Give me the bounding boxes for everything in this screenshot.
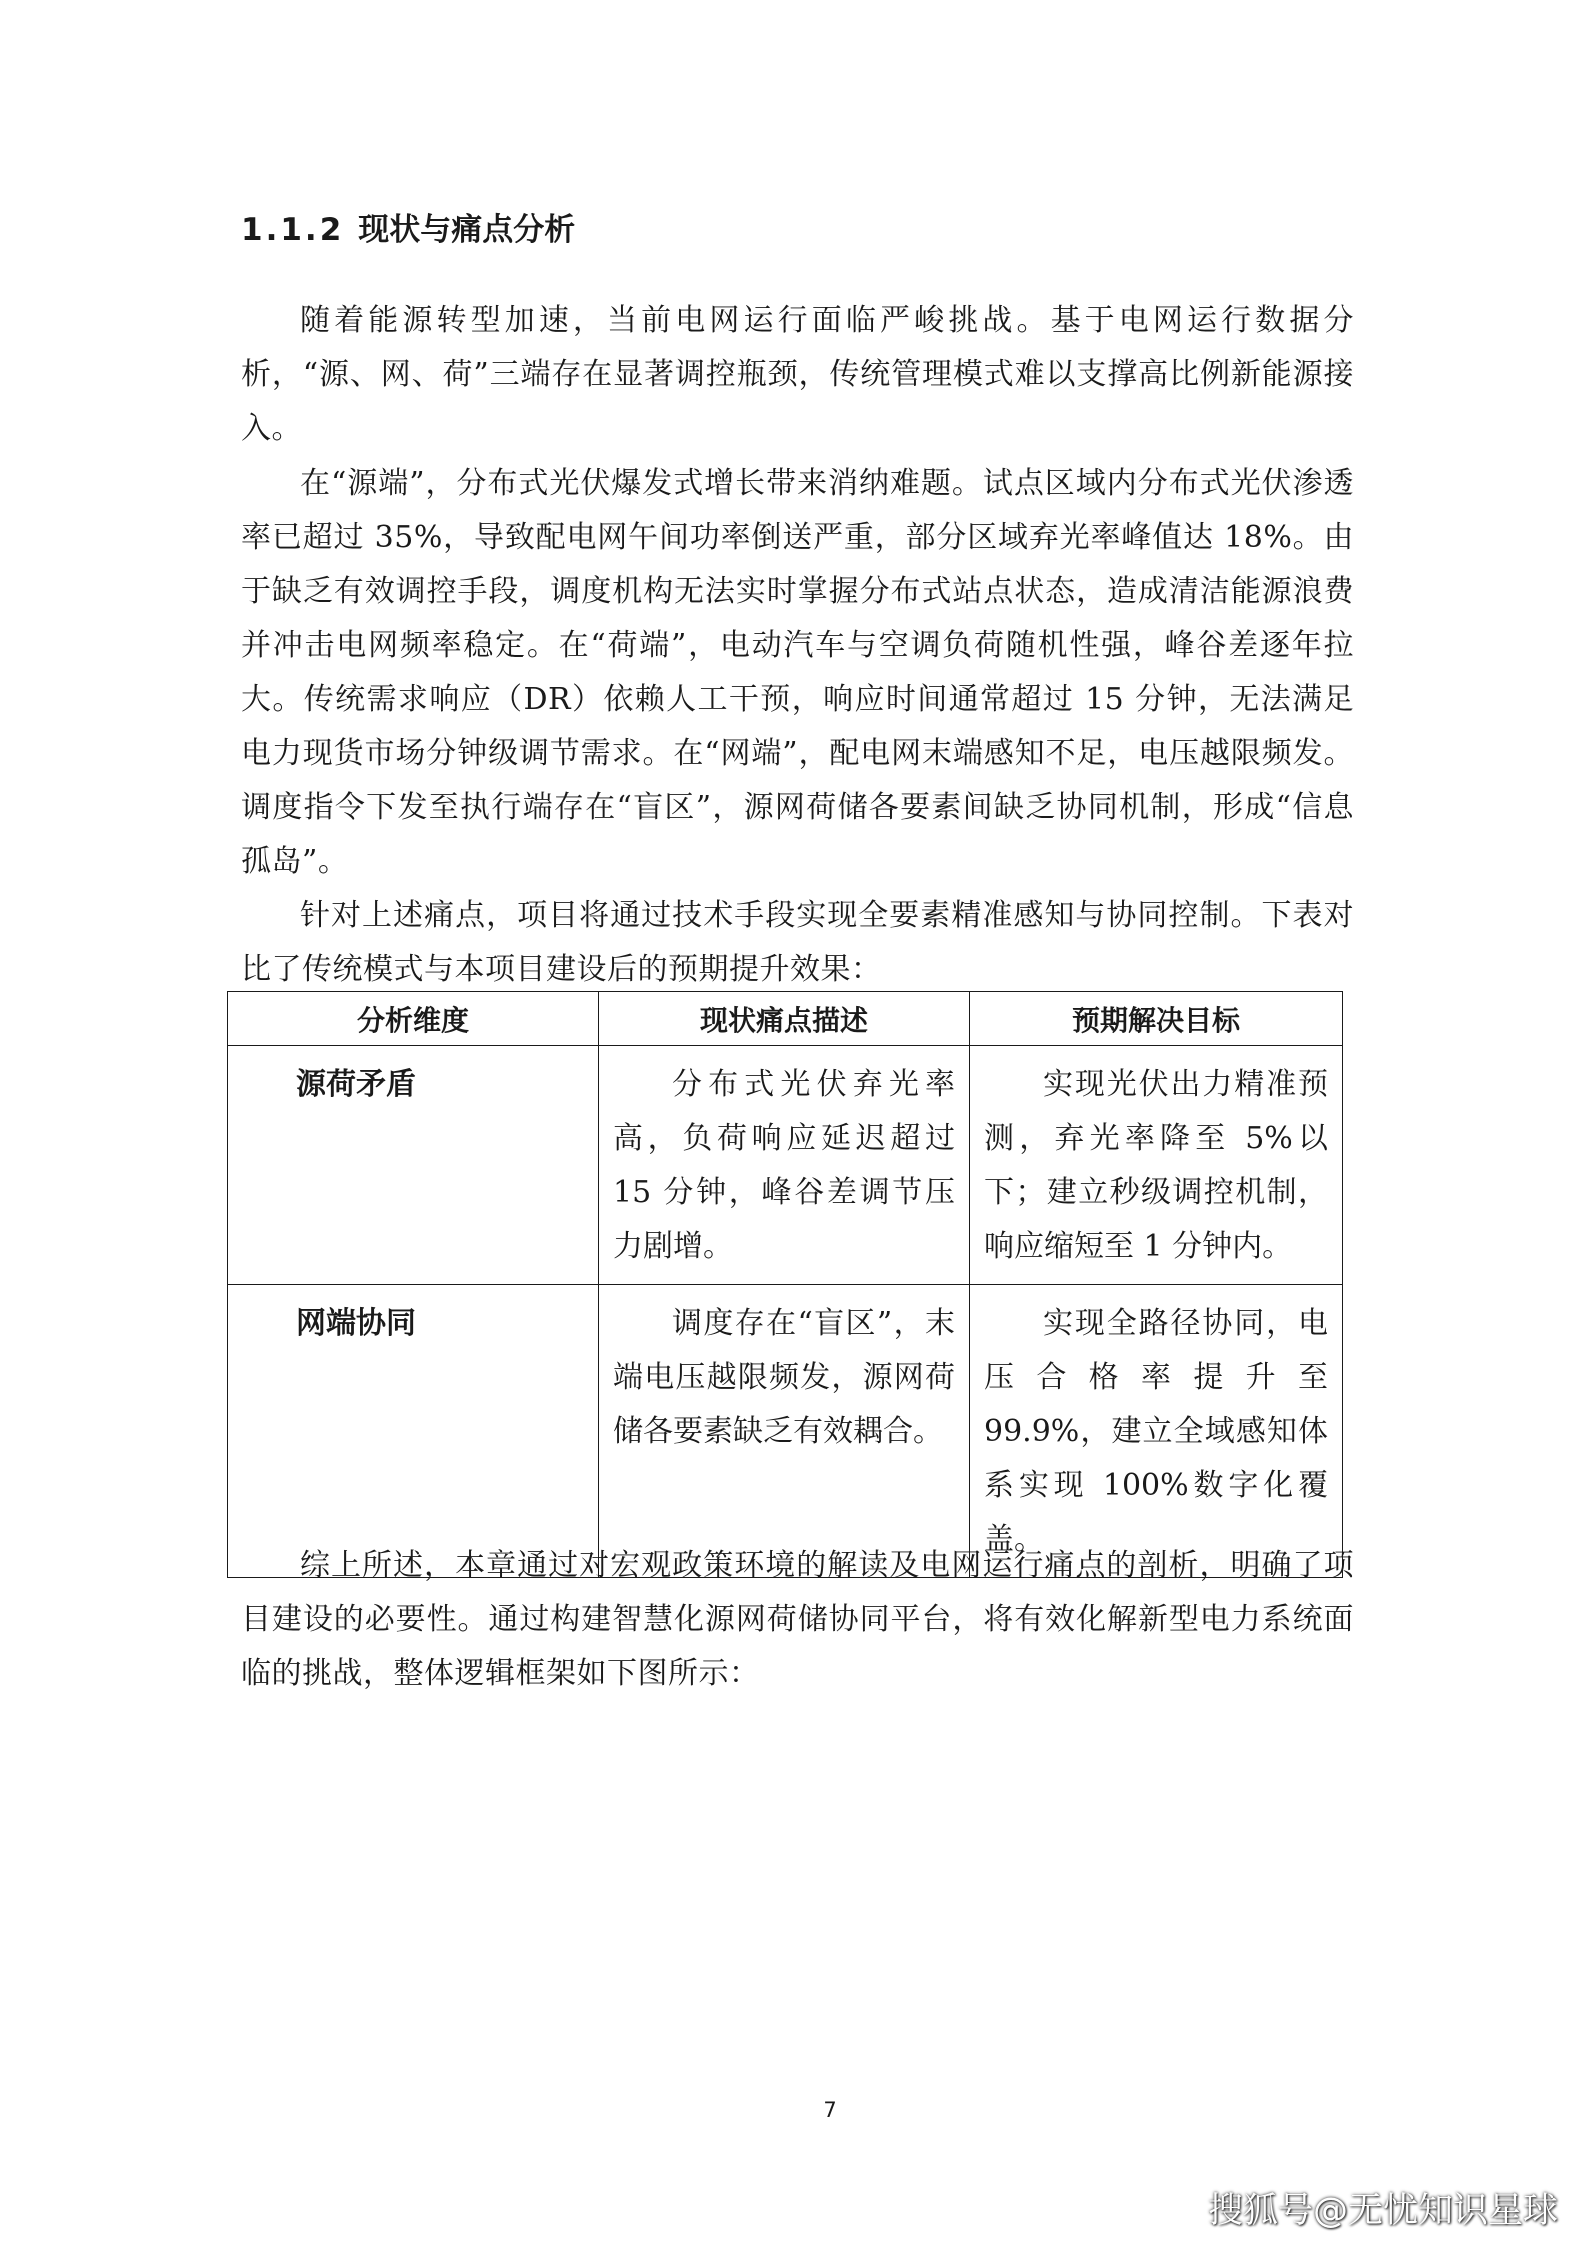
table-header-row	[228, 992, 1343, 1046]
watermark: 搜狐号@无忧知识星球	[1207, 2191, 1558, 2231]
cell-goal: 实现光伏出力精准预测，弃光率降至 5%以下；建立秒级调控机制，响应缩短至 1 分钟内。	[970, 1046, 1343, 1285]
cell-goal: 实现全路径协同，电压合格率提升至 99.9%，建立全域感知体系实现 100%数字化覆盖。	[970, 1285, 1343, 1578]
header-expected-goal: 预期解决目标	[970, 992, 1343, 1046]
paragraph-table-intro: 针对上述痛点，项目将通过技术手段实现全要素精准感知与协同控制。下表对比了传统模式与本项目建设后的预期提升效果：	[241, 898, 1354, 987]
section-number: 1.1.2	[241, 212, 345, 248]
cell-dimension: 源荷矛盾	[228, 1046, 599, 1285]
cell-pain: 调度存在“盲区”，末端电压越限频发，源网荷储各要素缺乏有效耦合。	[599, 1285, 970, 1578]
table-row	[228, 1285, 1343, 1578]
page-number: 7	[823, 2098, 837, 2122]
cell-pain: 分布式光伏弃光率高，负荷响应延迟超过 15 分钟，峰谷差调节压力剧增。	[599, 1046, 970, 1285]
table-row	[228, 1046, 1343, 1285]
cell-dimension: 网端协同	[228, 1285, 599, 1578]
header-pain-description: 现状痛点描述	[599, 992, 970, 1046]
paragraph-source-load-grid: 在“源端”，分布式光伏爆发式增长带来消纳难题。试点区域内分布式光伏渗透率已超过 35%，导致配电网午间功率倒送严重，部分区域弃光率峰值达 18%。由于缺乏有效调控手段，调度机构无法实时掌握分布式站点状态，造成清洁能源浪费并冲击电网频率稳定。在“荷端”，电动汽车与空调负荷随机性强，峰谷差逐年拉大。传统需求响应（DR）依赖人工干预，响应时间通常超过 15 分钟，无法满足电力现货市场分钟级调节需求。在“网端”，配电网末端感知不足，电压越限频发。调度指令下发至执行端存在“盲区”，源网荷储各要素间缺乏协同机制，形成“信息孤岛”。	[241, 466, 1354, 879]
paragraph-summary: 综上所述，本章通过对宏观政策环境的解读及电网运行痛点的剖析，明确了项目建设的必要性。通过构建智慧化源网荷储协同平台，将有效化解新型电力系统面临的挑战，整体逻辑框架如下图所示：	[241, 1548, 1354, 1691]
section-heading	[241, 208, 575, 252]
header-dimension: 分析维度	[228, 992, 599, 1046]
section-title: 现状与痛点分析	[358, 212, 576, 248]
comparison-table	[227, 991, 1343, 1578]
paragraph-intro: 随着能源转型加速，当前电网运行面临严峻挑战。基于电网运行数据分析，“源、网、荷”三端存在显著调控瓶颈，传统管理模式难以支撑高比例新能源接入。	[241, 303, 1354, 446]
